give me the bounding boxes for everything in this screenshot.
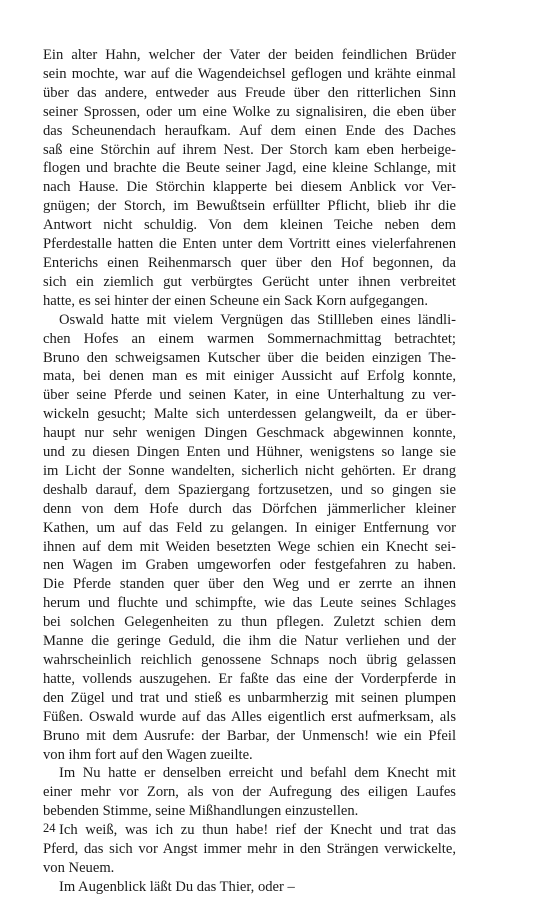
- paragraph: [43, 878, 456, 897]
- text-line: Ich weiß, was ich zu thun habe! rief der Knecht und trat das: [59, 822, 456, 839]
- paragraph: [43, 764, 456, 821]
- text-line: hatte, es sei hinter der einen Scheune ein Sack Korn aufgegangen.: [43, 292, 428, 309]
- page-number: 24: [43, 821, 56, 835]
- text-line: wahrscheinlich reichlich genossene Schnaps noch übrig gelassen: [43, 652, 456, 668]
- text-line: ihnen auf dem mit Weiden besetzten Wege schien ein Knecht sei-: [43, 538, 456, 555]
- text-line: Ein alter Hahn, welcher der Vater der beiden feindlichen Brüder: [43, 47, 456, 63]
- text-line: über seine Pferde und seinen Kater, in eine Unterhaltung zu ver-: [43, 387, 456, 404]
- text-line: haupt nur sehr wenigen Dingen Geschmack abgewinnen konnte,: [43, 425, 456, 442]
- text-line: herum und fluchte und schimpfte, wie das Leute seines Schlages: [43, 595, 456, 612]
- text-line: Bruno mit dem Ausrufe: der Barbar, der Unmensch! wie ein Pfeil: [43, 727, 456, 744]
- text-line: über das andere, entweder aus Freude über den ritterlichen Sinn: [43, 84, 456, 101]
- text-line: nen Wagen im Graben umgeworfen oder festgefahren zu haben.: [43, 557, 456, 574]
- text-line: einer mehr vor Zorn, als von der Aufregung des eiligen Laufes: [43, 784, 456, 801]
- text-line: Füßen. Oswald wurde auf das Alles eigentlich erst aufmerksam, als: [43, 708, 456, 725]
- text-line: Im Augenblick läßt Du das Thier, oder –: [59, 878, 295, 895]
- text-line: sein mochte, war auf die Wagendeichsel geflogen und krähte einmal: [43, 65, 456, 82]
- paragraph: [43, 46, 456, 311]
- text-line: Pferd, das sich vor Angst immer mehr in den Strängen verwickelte,: [43, 841, 456, 858]
- text-line: Antwort nicht schuldig. Von dem kleinen Teiche neben dem: [43, 217, 456, 234]
- text-line: das Scheunendach heraufkam. Auf dem einen Ende des Daches: [43, 122, 456, 139]
- paragraph: [43, 311, 456, 765]
- text-line: Die Pferde standen quer über den Weg und er zerrte an ihnen: [43, 576, 456, 593]
- text-line: Im Nu hatte er denselben erreicht und befahl dem Knecht mit: [59, 765, 456, 782]
- text-line: von ihm fort auf den Wagen zueilte.: [43, 746, 253, 763]
- text-line: Pferdestalle hatten die Enten unter dem Vortritt eines vielerfahrenen: [43, 236, 456, 253]
- text-line: bebenden Stimme, seine Mißhandlungen einzustellen.: [43, 803, 359, 820]
- text-line: deshalb darauf, dem Spaziergang fortzusetzen, und so gingen sie: [43, 481, 456, 498]
- text-line: von Neuem.: [43, 859, 115, 876]
- text-line: nach Hause. Die Störchin klapperte bei diesem Anblick vor Ver-: [43, 179, 456, 196]
- text-line: sich ein ziemlich gut verbürgtes Gerücht unter ihnen verbreitet: [43, 273, 456, 290]
- text-line: gnügen; der Storch, im Bewußtsein erfüllter Pflicht, blieb ihr die: [43, 198, 456, 215]
- text-line: denn von dem Hofe durch das Dörfchen jämmerlicher kleiner: [43, 500, 456, 517]
- text-line: wickeln gesucht; Malte sich unterdessen gelangweilt, da er über-: [43, 406, 456, 423]
- text-line: Enterichs einen Reihenmarsch quer über den Hof begonnen, da: [43, 254, 456, 271]
- text-line: hatte, vollends auszugehen. Er faßte das eine der Vorderpferde in: [43, 670, 456, 687]
- text-line: und zu diesen Dingen Enten und Hühner, wenigstens so lange sie: [43, 444, 456, 461]
- text-line: bei solchen Gelegenheiten zu thun pflegen. Zuletzt schien dem: [43, 614, 456, 631]
- text-line: im Licht der Sonne wandelten, sicherlich nicht gehörten. Er drang: [43, 462, 456, 479]
- text-line: den Zügel und trat und stieß es unbarmherzig mit seinen plumpen: [43, 689, 456, 706]
- text-line: mata, bei denen man es mit einiger Aussicht auf Erfolg konnte,: [43, 368, 456, 385]
- text-line: Oswald hatte mit vielem Vergnügen das Stillleben eines ländli-: [59, 311, 456, 328]
- text-line: Manne die geringe Geduld, die ihm die Natur verliehen und der: [43, 633, 456, 650]
- book-page-text: [43, 46, 456, 897]
- paragraph: [43, 821, 456, 878]
- text-line: Bruno den schweigsamen Kutscher über die beiden einzigen The-: [43, 349, 456, 366]
- text-line: seiner Sprossen, oder um eine Wolke zu signalisiren, die eben über: [43, 103, 456, 120]
- text-line: flogen und brachte die Beute seiner Jagd, eine kleine Schlange, mit: [43, 160, 456, 177]
- text-line: Kathen, um auf das Feld zu gelangen. In einiger Entfernung vor: [43, 519, 456, 536]
- text-line: chen Hofes an einem warmen Sommernachmittag betrachtet;: [43, 330, 456, 347]
- text-line: saß eine Störchin auf ihrem Nest. Der Storch kam eben herbeige-: [43, 141, 456, 158]
